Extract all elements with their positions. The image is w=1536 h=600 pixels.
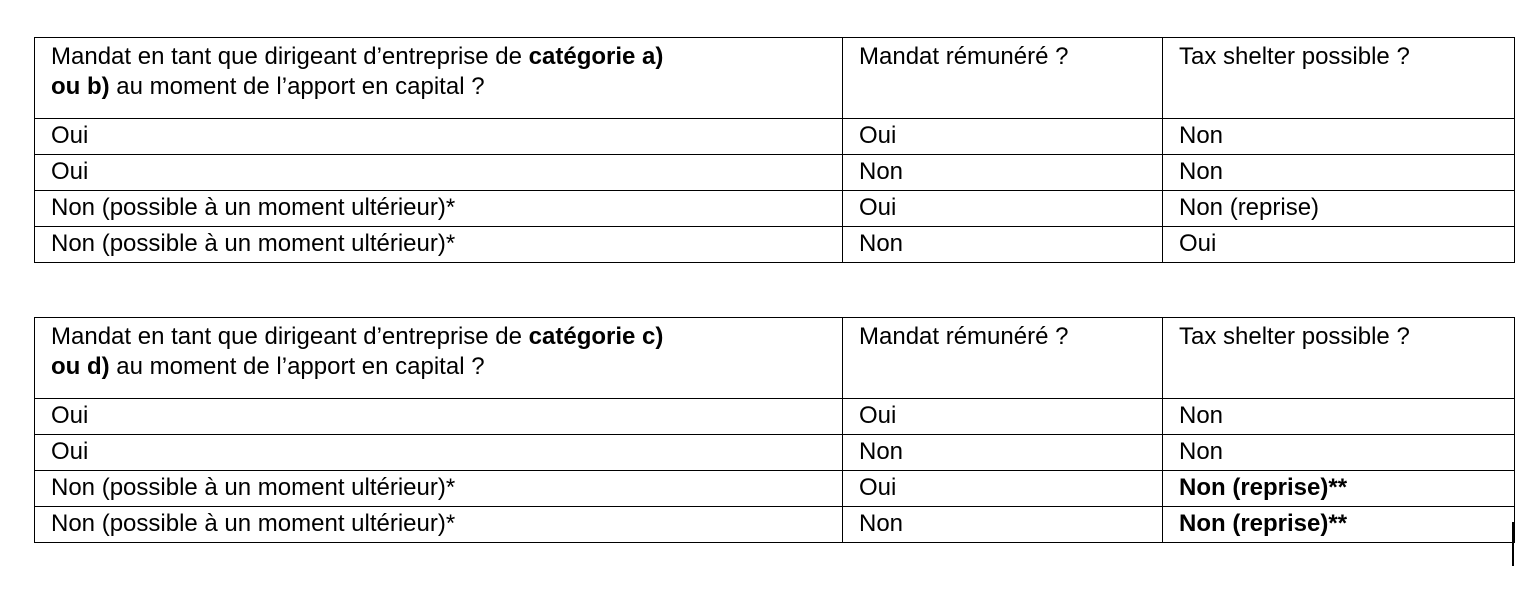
header-text: Mandat en tant que dirigeant d’entreprise de: [51, 43, 529, 70]
header-bold-category: catégorie c): [528, 323, 664, 350]
cell-tax-shelter: Non: [1163, 435, 1515, 471]
cell-mandate: Oui: [35, 155, 843, 191]
cell-mandate: Oui: [35, 399, 843, 435]
cell-remunerated: Oui: [843, 471, 1163, 507]
header-text: au moment de l’apport en capital ?: [109, 73, 485, 100]
table-row: [35, 471, 1515, 507]
cell-tax-shelter: [1163, 471, 1515, 507]
table-category-a-b: [34, 37, 1515, 263]
header-cell-remunerated: Mandat rémunéré ?: [843, 38, 1163, 119]
table-row: [35, 119, 1515, 155]
cell-mandate: Non (possible à un moment ultérieur)*: [35, 227, 843, 263]
header-bold-category: catégorie a): [528, 43, 664, 70]
cell-tax-shelter-bold: Non (reprise)**: [1179, 510, 1348, 537]
table-row: [35, 191, 1515, 227]
table-row: [35, 435, 1515, 471]
table-category-c-d: [34, 317, 1515, 543]
header-cell-mandate: [35, 318, 843, 399]
header-bold-or: ou d): [51, 353, 110, 380]
cell-tax-shelter: Non: [1163, 399, 1515, 435]
cell-tax-shelter: Oui: [1163, 227, 1515, 263]
table-header-row: [35, 38, 1515, 119]
table-row: [35, 507, 1515, 543]
cell-tax-shelter: Non (reprise): [1163, 191, 1515, 227]
header-cell-tax-shelter: Tax shelter possible ?: [1163, 318, 1515, 399]
cell-tax-shelter: Non: [1163, 119, 1515, 155]
header-cell-mandate: [35, 38, 843, 119]
cell-mandate: Non (possible à un moment ultérieur)*: [35, 507, 843, 543]
cell-mandate: Oui: [35, 435, 843, 471]
header-cell-tax-shelter: Tax shelter possible ?: [1163, 38, 1515, 119]
cell-remunerated: Non: [843, 227, 1163, 263]
cell-tax-shelter: [1163, 507, 1515, 543]
header-text: au moment de l’apport en capital ?: [109, 353, 485, 380]
table-header-row: [35, 318, 1515, 399]
cell-remunerated: Oui: [843, 399, 1163, 435]
cell-remunerated: Non: [843, 155, 1163, 191]
cell-remunerated: Non: [843, 507, 1163, 543]
cell-remunerated: Oui: [843, 191, 1163, 227]
header-text: Mandat en tant que dirigeant d’entreprise de: [51, 323, 529, 350]
cell-tax-shelter-bold: Non (reprise)**: [1179, 474, 1348, 501]
text-cursor: [1512, 522, 1514, 566]
table-row: [35, 155, 1515, 191]
header-cell-remunerated: Mandat rémunéré ?: [843, 318, 1163, 399]
cell-mandate: Oui: [35, 119, 843, 155]
cell-remunerated: Non: [843, 435, 1163, 471]
cell-mandate: Non (possible à un moment ultérieur)*: [35, 191, 843, 227]
cell-tax-shelter: Non: [1163, 155, 1515, 191]
header-bold-or: ou b): [51, 73, 110, 100]
cell-remunerated: Oui: [843, 119, 1163, 155]
table-row: [35, 227, 1515, 263]
table-row: [35, 399, 1515, 435]
cell-mandate: Non (possible à un moment ultérieur)*: [35, 471, 843, 507]
